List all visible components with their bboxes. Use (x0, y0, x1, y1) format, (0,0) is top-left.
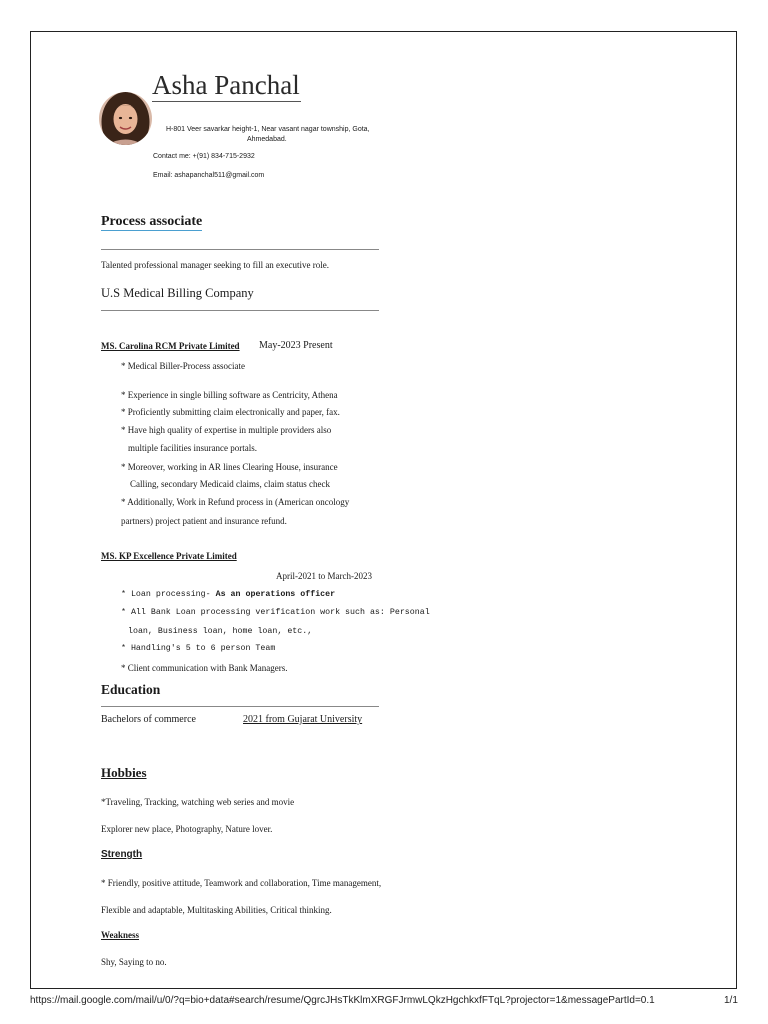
divider (101, 249, 379, 250)
education-detail: 2021 from Gujarat University (243, 714, 363, 725)
page-number: 1/1 (724, 995, 738, 1006)
job-bullet: * Moreover, working in AR lines Clearing House, insurance (121, 462, 338, 472)
address-line-1: H-801 Veer savarkar height-1, Near vasant nagar township, Gota, (166, 126, 370, 133)
job-bullet: Calling, secondary Medicaid claims, claim status check (130, 479, 330, 489)
job-bullet: loan, Business loan, home loan, etc., (128, 627, 313, 636)
job-dates: May-2023 Present (259, 340, 333, 351)
job-role-prefix: * Loan processing- (121, 590, 216, 599)
contact-phone: Contact me: +(91) 834-715-2932 (153, 153, 255, 160)
job-bullet: * All Bank Loan processing verification work such as: Personal (121, 608, 430, 617)
strength-line: Flexible and adaptable, Multitasking Abilities, Critical thinking. (101, 905, 332, 915)
job-role-bold: As an operations officer (215, 590, 336, 599)
job-bullet: * Handling's 5 to 6 person Team (121, 644, 276, 653)
summary-text: Talented professional manager seeking to fill an executive role. (101, 260, 330, 270)
avatar (99, 92, 152, 145)
job-company: MS. KP Excellence Private Limited (101, 551, 237, 561)
hobbies-line: Explorer new place, Photography, Nature lover. (101, 824, 273, 834)
job-bullet: partners) project patient and insurance refund. (121, 516, 287, 526)
position-title: Process associate (101, 214, 203, 229)
job-bullet: multiple facilities insurance portals. (128, 443, 257, 453)
job-bullet: * Client communication with Bank Managers. (121, 663, 288, 673)
job-bullet: * Have high quality of expertise in multiple providers also (121, 425, 332, 435)
job-bullet: * Proficiently submitting claim electronically and paper, fax. (121, 407, 340, 417)
divider (101, 310, 379, 311)
job-dates: April-2021 to March-2023 (276, 571, 372, 581)
hobbies-line: *Traveling, Tracking, watching web series and movie (101, 797, 295, 807)
strength-line: * Friendly, positive attitude, Teamwork and collaboration, Time management, (101, 878, 382, 888)
candidate-name: Asha Panchal (152, 70, 300, 100)
job-company: MS. Carolina RCM Private Limited (101, 341, 240, 351)
job-bullet: * Additionally, Work in Refund process in (American oncology (121, 497, 350, 507)
contact-email: Email: ashapanchal511@gmail.com (153, 172, 265, 179)
weakness-title: Weakness (101, 930, 140, 940)
education-degree: Bachelors of commerce (101, 714, 196, 725)
strength-title: Strength (101, 849, 143, 860)
address-line-2: Ahmedabad. (247, 136, 287, 143)
job-bullet: * Experience in single billing software as Centricity, Athena (121, 390, 338, 400)
resume-page (30, 31, 737, 989)
hobbies-title: Hobbies (101, 765, 147, 780)
company-type: U.S Medical Billing Company (101, 286, 254, 300)
job-role (121, 590, 335, 599)
job-role: * Medical Biller-Process associate (121, 361, 246, 371)
weakness-line: Shy, Saying to no. (101, 957, 167, 967)
education-title: Education (101, 682, 161, 697)
divider (101, 706, 379, 707)
footer-url[interactable]: https://mail.google.com/mail/u/0/?q=bio+data#search/resume/QgrcJHsTkKlmXRGFJrmwLQkzHgchkxfFTqL?projector=1&messagePartId=0.1 (30, 995, 655, 1006)
